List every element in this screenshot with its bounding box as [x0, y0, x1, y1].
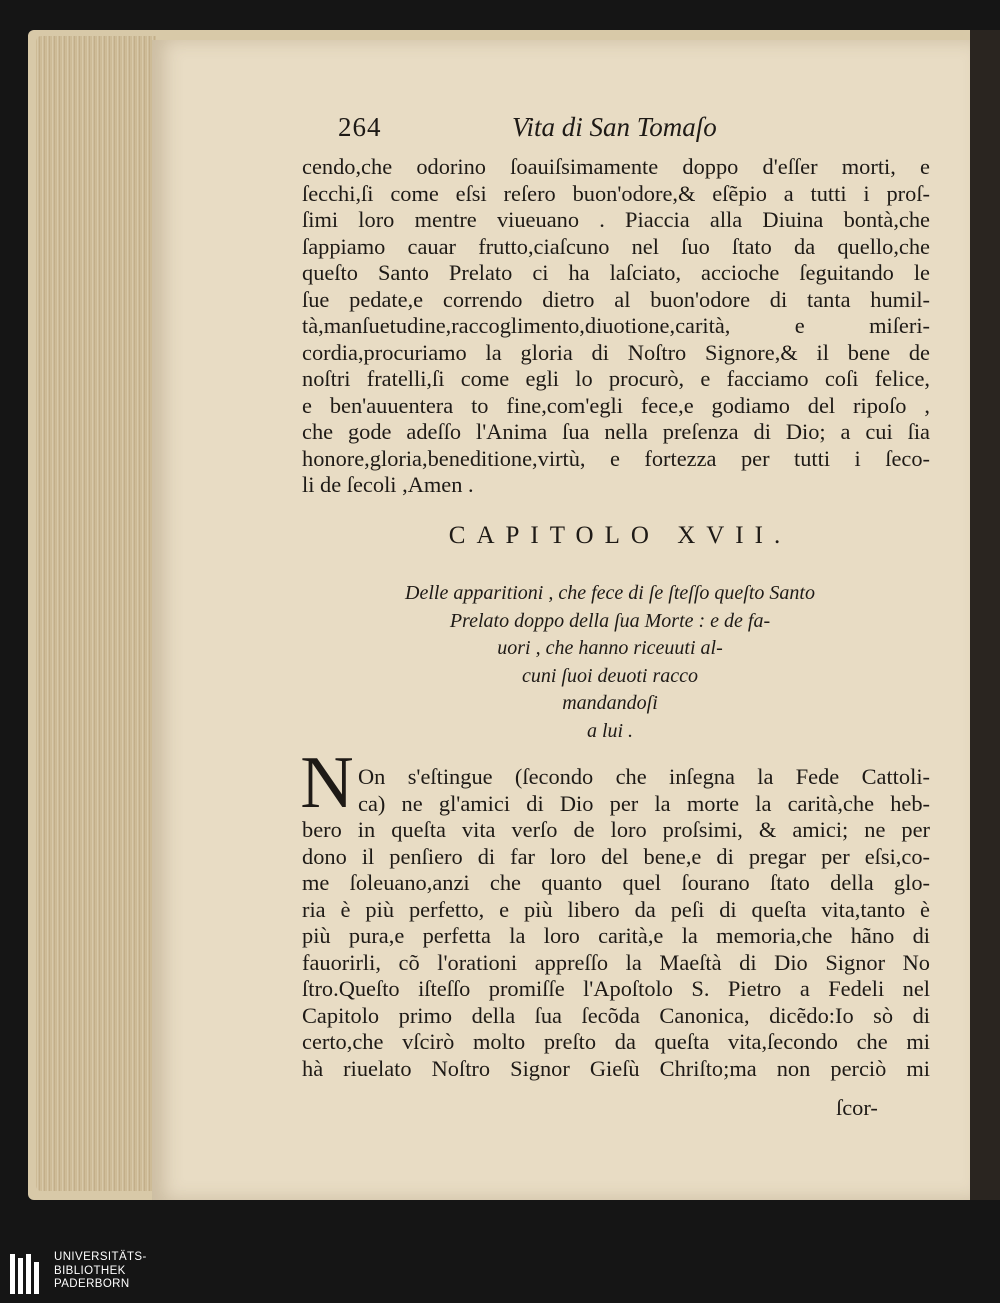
- running-head: [338, 112, 738, 143]
- text-line: hà riuelato Noſtro Signor Gieſù Chriſto;ma non perciò mi: [302, 1055, 930, 1081]
- chapter-summary: [330, 580, 890, 745]
- text-line: ſappiamo cauar frutto,ciaſcuno nel ſuo ſtato da quello,che: [302, 233, 930, 259]
- paragraph-1: [302, 154, 930, 499]
- logo-line: UNIVERSITÄTS-: [54, 1251, 147, 1263]
- page-number: 264: [338, 112, 382, 142]
- running-title: Vita di San Tomaſo: [512, 112, 717, 142]
- catchword: ſcor-: [836, 1095, 878, 1120]
- text-line: On s'eſtingue (ſecondo che inſegna la Fede Cattoli-: [358, 764, 930, 789]
- text-line: li de ſecoli ,Amen .: [302, 472, 474, 497]
- logo-line: PADERBORN: [54, 1278, 130, 1290]
- text-line: honore,gloria,beneditione,virtù, e fortezza per tutti i ſeco-: [302, 445, 930, 471]
- text-line: ſimi loro mentre viueuano . Piaccia alla Diuina bontà,che: [302, 207, 930, 232]
- summary-line: a lui .: [586, 719, 634, 742]
- text-line: che gode adeſſo l'Anima ſua nella preſenza di Dio; a cui ſia: [302, 419, 930, 444]
- facing-page-edge: [970, 30, 1000, 1200]
- text-line: me ſoleuano,anzi che quanto quel ſourano ſtato della glo-: [302, 870, 930, 895]
- text-line: cendo,che odorino ſoauiſsimamente doppo d'eſſer morti, e: [302, 154, 930, 179]
- library-logo: [8, 1250, 158, 1300]
- page-edges: [36, 36, 156, 1191]
- text-line: dono il penſiero di far loro del bene,e di pregar per eſsi,co-: [302, 843, 930, 869]
- text-line: ſtro.Queſto iſteſſo promiſſe l'Apoſtolo S. Pietro a Fedeli nel: [302, 976, 930, 1001]
- paragraph-2: [302, 764, 930, 1082]
- library-logo-icon: [8, 1252, 44, 1296]
- summary-line: cuni ſuoi deuoti racco: [521, 664, 699, 687]
- text-line: ria è più perfetto, e più libero da peſi di queſta vita,tanto è: [302, 896, 930, 922]
- logo-line: BIBLIOTHEK: [54, 1264, 126, 1277]
- summary-line: mandandoſi: [562, 692, 658, 714]
- drop-cap-initial: N: [300, 742, 354, 824]
- text-line: ca) ne gl'amici di Dio per la morte la carità,che heb-: [358, 790, 930, 816]
- library-logo-text: [54, 1251, 147, 1292]
- text-line: ſue pedate,e correndo dietro al buon'odore di tanta humil-: [302, 286, 930, 312]
- summary-line: Delle apparitioni , che fece di ſe ſteſſo queſto Santo: [405, 582, 815, 604]
- text-line: più pura,e perfetta la loro carità,e la memoria,che hãno di: [302, 923, 930, 948]
- chapter-heading: CAPITOLO XVII.: [448, 522, 792, 549]
- text-line: e ben'auuentera to fine,com'egli fece,e godiamo del ripoſo ,: [302, 392, 930, 418]
- text-line: tà,manſuetudine,raccoglimento,diuotione,carità, e miſeri-: [302, 313, 930, 338]
- text-line: queſto Santo Prelato ci ha laſciato, accioche ſeguitando le: [302, 260, 930, 285]
- text-line: ſecchi,ſi come eſsi reſero buon'odore,& eſẽpio a tutti i proſ-: [302, 180, 930, 206]
- text-line: Capitolo primo della ſua ſecõda Canonica, dicẽdo:Io sò di: [302, 1002, 930, 1028]
- summary-line: uori , che hanno riceuuti al-: [497, 637, 723, 659]
- summary-line: Prelato doppo della ſua Morte : e de fa-: [449, 609, 771, 632]
- text-line: cordia,procuriamo la gloria di Noſtro Signore,& il bene de: [302, 339, 930, 365]
- text-line: certo,che vſcirò molto preſto da queſta vita,ſecondo che mi: [302, 1029, 930, 1054]
- text-line: fauorirli, cõ l'orationi appreſſo la Maeſtà di Dio Signor No: [302, 949, 930, 975]
- text-line: bero in queſta vita verſo de loro proſsimi, & amici; ne per: [302, 817, 930, 842]
- text-line: noſtri fratelli,ſi come egli lo procurò, e facciamo coſi felice,: [302, 366, 930, 391]
